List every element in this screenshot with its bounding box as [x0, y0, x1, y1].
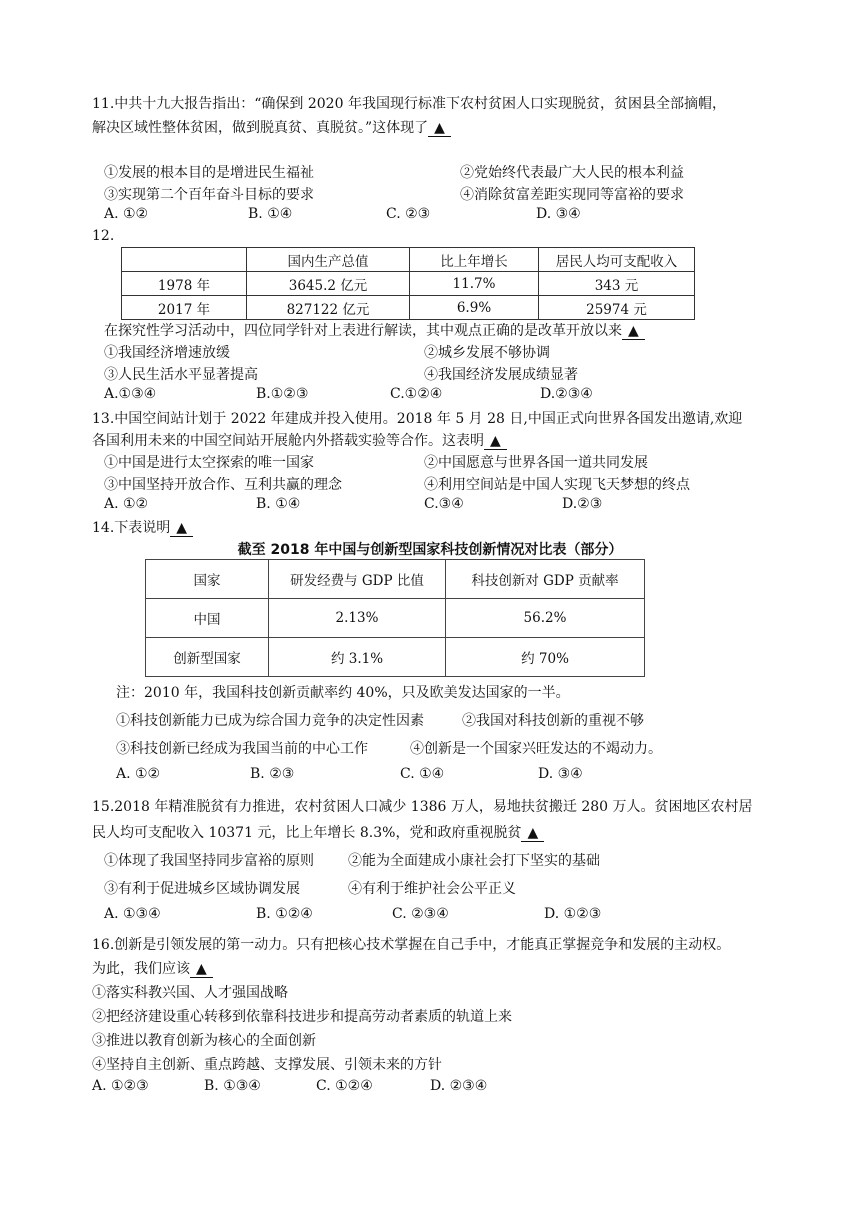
q16-option-4: ④坚持自主创新、重点跨越、支撑发展、引领未来的方针	[92, 1057, 442, 1073]
q12-number: 12.	[92, 228, 115, 244]
q11-answer-d: D. ③④	[536, 206, 581, 222]
q12-answer-blank: ▲	[622, 324, 645, 340]
q13-stem-text: 各国利用未来的中国空间站开展舱内外搭载实验等合作。这表明	[92, 433, 484, 449]
q16-stem-line1: 16.创新是引领发展的第一动力。只有把核心技术掌握在自己手中，才能真正掌握竞争和发展的主动权。	[92, 937, 731, 953]
q11-option-2: ②党始终代表最广大人民的根本利益	[460, 165, 684, 181]
q13-stem-line2	[92, 430, 507, 450]
q12-stem-text: 在探究性学习活动中，四位同学针对上表进行解读，其中观点正确的是改革开放以来	[104, 323, 622, 339]
q15-answer-a: A. ①③④	[104, 906, 161, 922]
q11-answer-blank: ▲	[428, 121, 451, 137]
q13-option-1: ①中国是进行太空探索的唯一国家	[104, 455, 314, 471]
q16-option-3: ③推进以教育创新为核心的全面创新	[92, 1033, 316, 1049]
table-cell: 2.13%	[269, 599, 446, 638]
q14-option-2: ②我国对科技创新的重视不够	[462, 713, 644, 729]
table-header-cell: 比上年增长	[410, 248, 539, 272]
q16-option-2: ②把经济建设重心转移到依靠科技进步和提高劳动者素质的轨道上来	[92, 1009, 512, 1025]
q15-option-4: ④有利于维护社会公平正义	[348, 881, 516, 897]
table-header-cell: 国内生产总值	[247, 248, 410, 272]
q15-option-2: ②能为全面建成小康社会打下坚实的基础	[348, 853, 600, 869]
table-cell: 约 70%	[446, 638, 645, 677]
q12-option-1: ①我国经济增速放缓	[104, 345, 230, 361]
table-header-row	[146, 560, 645, 599]
table-cell: 11.7%	[410, 272, 539, 296]
q16-answer-blank: ▲	[190, 962, 213, 978]
q13-answer-d: D.②③	[562, 496, 603, 512]
q12-option-3: ③人民生活水平显著提高	[104, 367, 258, 383]
q14-answer-c: C. ①④	[400, 766, 445, 782]
table-header-cell	[122, 248, 247, 272]
q12-option-2: ②城乡发展不够协调	[424, 345, 550, 361]
table-header-cell: 国家	[146, 560, 269, 599]
q14-comparison-table	[145, 559, 645, 677]
q14-table-title: 截至 2018 年中国与创新型国家科技创新情况对比表（部分）	[237, 542, 623, 558]
table-row	[122, 272, 695, 296]
q13-answer-a: A. ①②	[104, 496, 149, 512]
q11-stem-line2	[92, 117, 451, 137]
table-header-row	[122, 248, 695, 272]
table-cell: 3645.2 亿元	[247, 272, 410, 296]
q16-stem-line2	[92, 958, 213, 978]
q14-answer-a: A. ①②	[116, 766, 161, 782]
q15-answer-d: D. ①②③	[544, 906, 602, 922]
q11-stem-line1: 11.中共十九大报告指出：“确保到 2020 年我国现行标准下农村贫困人口实现脱贫，贫困县全部摘帽，	[92, 96, 726, 112]
q12-data-table	[121, 247, 695, 320]
table-cell: 约 3.1%	[269, 638, 446, 677]
table-header-cell: 研发经费与 GDP 比值	[269, 560, 446, 599]
table-cell: 2017 年	[122, 296, 247, 320]
q14-stem	[92, 517, 193, 537]
q13-answer-b: B. ①④	[256, 496, 301, 512]
q15-answer-b: B. ①②④	[256, 906, 313, 922]
q11-answer-c: C. ②③	[386, 206, 431, 222]
q15-answer-c: C. ②③④	[392, 906, 449, 922]
q16-answer-a: A. ①②③	[92, 1078, 149, 1094]
q13-answer-c: C.③④	[424, 496, 464, 512]
table-cell: 6.9%	[410, 296, 539, 320]
q11-stem-text: 解决区域性整体贫困，做到脱真贫、真脱贫。”这体现了	[92, 120, 429, 136]
q14-answer-b: B. ②③	[250, 766, 295, 782]
table-cell: 1978 年	[122, 272, 247, 296]
q15-answer-blank: ▲	[521, 826, 544, 842]
q14-stem-text: 14.下表说明	[92, 520, 171, 536]
q13-answer-blank: ▲	[484, 434, 507, 450]
q15-option-3: ③有利于促进城乡区域协调发展	[104, 881, 300, 897]
q12-stem	[104, 320, 645, 340]
table-header-cell: 居民人均可支配收入	[539, 248, 695, 272]
table-cell: 25974 元	[539, 296, 695, 320]
q14-answer-blank: ▲	[170, 521, 193, 537]
q12-answer-c: C.①②④	[390, 386, 443, 402]
q15-stem-line1: 15.2018 年精准脱贫有力推进，农村贫困人口减少 1386 万人，易地扶贫搬迁 280 万人。贫困地区农村居	[92, 799, 753, 815]
table-header-cell: 科技创新对 GDP 贡献率	[446, 560, 645, 599]
q11-option-4: ④消除贫富差距实现同等富裕的要求	[460, 187, 684, 203]
q13-stem-line1: 13.中国空间站计划于 2022 年建成并投入使用。2018 年 5 月 28 日,中国正式向世界各国发出邀请,欢迎	[92, 411, 743, 427]
q15-option-1: ①体现了我国坚持同步富裕的原则	[104, 853, 314, 869]
q16-answer-b: B. ①③④	[204, 1078, 261, 1094]
q16-stem-text: 为此，我们应该	[92, 961, 190, 977]
q13-option-4: ④利用空间站是中国人实现飞天梦想的终点	[424, 477, 690, 493]
q16-option-1: ①落实科教兴国、人才强国战略	[92, 985, 288, 1001]
table-cell: 创新型国家	[146, 638, 269, 677]
q11-answer-b: B. ①④	[248, 206, 293, 222]
q14-option-4: ④创新是一个国家兴旺发达的不竭动力。	[410, 741, 662, 757]
q16-answer-d: D. ②③④	[430, 1078, 488, 1094]
table-cell: 中国	[146, 599, 269, 638]
q14-option-3: ③科技创新已经成为我国当前的中心工作	[116, 741, 368, 757]
table-row	[146, 638, 645, 677]
q13-option-2: ②中国愿意与世界各国一道共同发展	[424, 455, 648, 471]
table-row	[146, 599, 645, 638]
q11-option-3: ③实现第二个百年奋斗目标的要求	[104, 187, 314, 203]
q14-answer-d: D. ③④	[538, 766, 583, 782]
q15-stem-text: 民人均可支配收入 10371 元，比上年增长 8.3%，党和政府重视脱贫	[92, 825, 522, 841]
q13-option-3: ③中国坚持开放合作、互利共赢的理念	[104, 477, 342, 493]
table-cell: 56.2%	[446, 599, 645, 638]
q16-answer-c: C. ①②④	[316, 1078, 373, 1094]
q11-answer-a: A. ①②	[104, 206, 149, 222]
table-cell: 827122 亿元	[247, 296, 410, 320]
q12-answer-d: D.②③④	[540, 386, 593, 402]
q12-answer-a: A.①③④	[104, 386, 157, 402]
q12-option-4: ④我国经济发展成绩显著	[424, 367, 578, 383]
q12-answer-b: B.①②③	[256, 386, 309, 402]
q14-note: 注：2010 年，我国科技创新贡献率约 40%，只及欧美发达国家的一半。	[116, 685, 570, 701]
table-cell: 343 元	[539, 272, 695, 296]
table-row	[122, 296, 695, 320]
q14-option-1: ①科技创新能力已成为综合国力竞争的决定性因素	[116, 713, 424, 729]
q11-option-1: ①发展的根本目的是增进民生福祉	[104, 165, 314, 181]
q15-stem-line2	[92, 822, 544, 842]
